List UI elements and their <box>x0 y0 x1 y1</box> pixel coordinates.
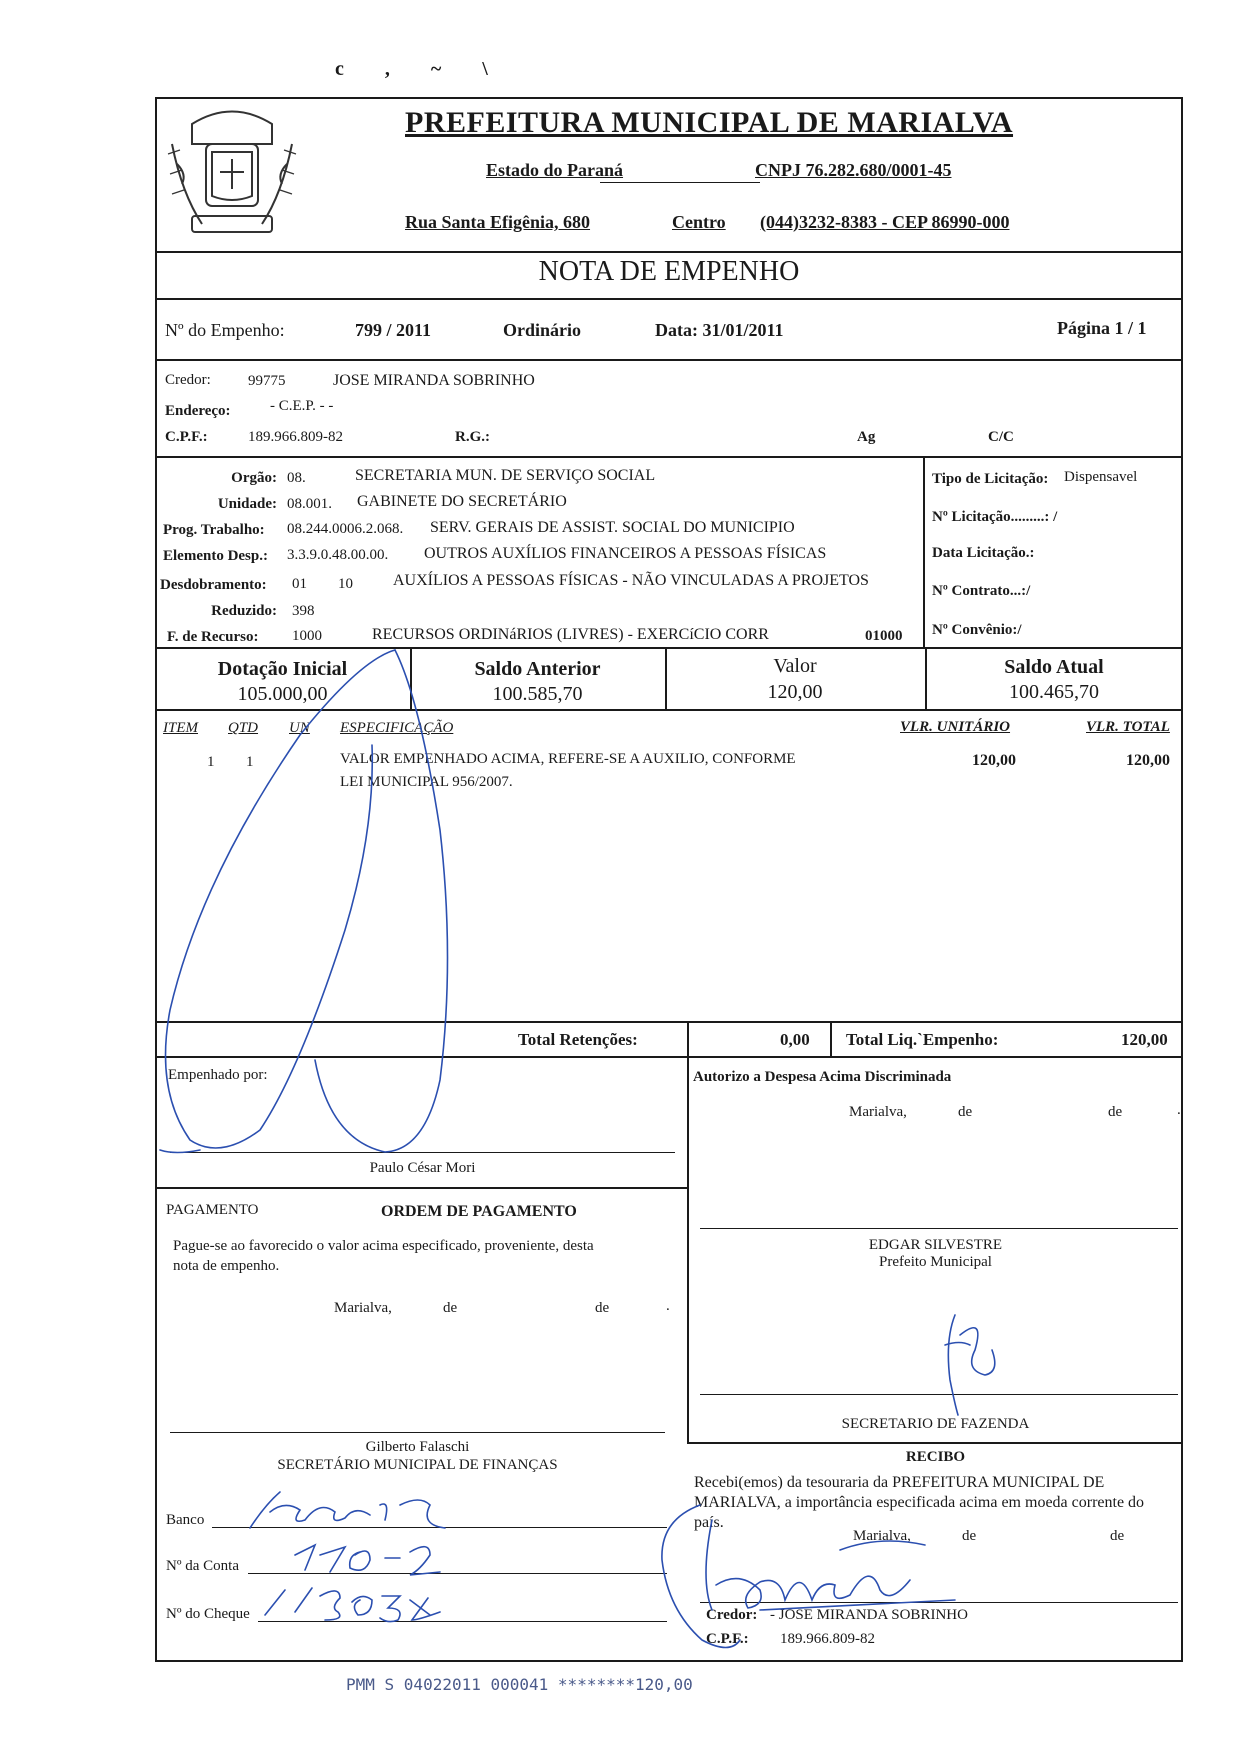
ordem-label: ORDEM DE PAGAMENTO <box>381 1203 577 1220</box>
header-address: Rua Santa Efigênia, 680 <box>405 212 591 232</box>
col-total: VLR. TOTAL <box>1086 719 1170 735</box>
item-qtd: 1 <box>246 754 254 770</box>
signature-loop <box>166 650 396 1148</box>
recibo-text3: país. <box>694 1514 724 1531</box>
header-state: Estado do Paraná <box>486 160 624 180</box>
conta-label: Nº da Conta <box>166 1558 239 1574</box>
elemento-label: Elemento Desp.: <box>163 548 268 564</box>
recibo-place: Marialva, <box>853 1528 911 1544</box>
recibo-signature <box>760 1600 955 1610</box>
rg-label: R.G.: <box>455 429 490 445</box>
recurso-desc: RECURSOS ORDINáRIOS (LIVRES) - EXERCíCIO CORR <box>372 626 769 643</box>
convenio-number: Nº Convênio:/ <box>932 622 1022 638</box>
contrato-number: Nº Contrato...:/ <box>932 583 1031 599</box>
header-cnpj: CNPJ 76.282.680/0001-45 <box>755 160 952 180</box>
signature-loop <box>315 650 448 1152</box>
autorizo-dot: . <box>1177 1102 1181 1118</box>
col-item: ITEM <box>163 720 198 736</box>
header-phone-cep: (044)3232-8383 - CEP 86990-000 <box>760 212 1010 232</box>
col-espec: ESPECIFICAÇÃO <box>340 720 454 736</box>
cheque-handwriting <box>265 1588 440 1622</box>
pagamento-de2: de <box>595 1300 610 1316</box>
address-value: - C.E.P. - - <box>270 398 334 414</box>
orgao-label: Orgão: <box>231 470 277 486</box>
page-number: Página 1 / 1 <box>1057 318 1147 338</box>
empenhado-name: Paulo César Mori <box>369 1160 476 1176</box>
banco-label: Banco <box>166 1512 205 1528</box>
cc-label: C/C <box>988 429 1014 445</box>
col-qtd: QTD <box>228 720 259 736</box>
elemento-code: 3.3.9.0.48.00.00. <box>287 547 389 563</box>
finance-secretary-role: SECRETÁRIO MUNICIPAL DE FINANÇAS <box>277 1457 558 1473</box>
valor-label: Valor <box>773 655 817 677</box>
unidade-label: Unidade: <box>217 496 277 512</box>
item-desc-line1: VALOR EMPENHADO ACIMA, REFERE-SE A AUXILIO, CONFORME <box>340 751 796 767</box>
autorizo-de1: de <box>958 1104 973 1120</box>
dotacao-label: Dotação Inicial <box>217 658 348 680</box>
col-unit: VLR. UNITÁRIO <box>900 719 1011 735</box>
prog-label: Prog. Trabalho: <box>163 522 265 538</box>
desdobramento-code1: 01 <box>292 576 307 592</box>
empenho-date: Data: 31/01/2011 <box>655 320 784 340</box>
recibo-credor-label: Credor: <box>706 1607 758 1623</box>
finance-secretary-name: Gilberto Falaschi <box>365 1439 470 1455</box>
item-total-value: 120,00 <box>1126 752 1170 769</box>
saldo-anterior-value: 100.585,70 <box>492 683 583 705</box>
pagamento-text2: nota de empenho. <box>173 1258 280 1274</box>
licitacao-data: Data Licitação.: <box>932 545 1035 561</box>
fazenda-role: SECRETARIO DE FAZENDA <box>841 1416 1030 1432</box>
liquido-value: 120,00 <box>1121 1030 1168 1049</box>
fazenda-signature <box>948 1315 958 1415</box>
orgao-code: 08. <box>287 470 306 486</box>
recibo-cpf-label: C.P.F.: <box>706 1631 749 1647</box>
mayor-role: Prefeito Municipal <box>879 1254 992 1270</box>
orgao-desc: SECRETARIA MUN. DE SERVIÇO SOCIAL <box>355 467 656 484</box>
autorizo-place: Marialva, <box>849 1104 907 1120</box>
cpf-value: 189.966.809-82 <box>248 429 343 445</box>
item-number: 1 <box>207 754 215 770</box>
item-desc-line2: LEI MUNICIPAL 956/2007. <box>340 774 513 790</box>
header-district: Centro <box>672 212 726 232</box>
recibo-text2: MARIALVA, a importância especificada acima em moeda corrente do <box>694 1494 1145 1511</box>
licitacao-tipo-label: Tipo de Licitação: <box>932 471 1049 487</box>
unidade-desc: GABINETE DO SECRETÁRIO <box>357 493 567 510</box>
header-title: PREFEITURA MUNICIPAL DE MARIALVA <box>405 106 1014 139</box>
credor-label: Credor: <box>165 372 211 388</box>
mayor-name: EDGAR SILVESTRE <box>868 1237 1003 1253</box>
pagamento-place: Marialva, <box>334 1300 392 1316</box>
empenho-type: Ordinário <box>503 320 582 340</box>
licitacao-tipo-value: Dispensavel <box>1064 469 1138 485</box>
reduzido-code: 398 <box>292 603 315 619</box>
retencoes-label: Total Retenções: <box>518 1030 638 1049</box>
empenho-number-label: Nº do Empenho: <box>165 320 285 340</box>
saldo-anterior-label: Saldo Anterior <box>474 658 601 680</box>
recurso-label: F. de Recurso: <box>167 629 259 645</box>
autorizo-label: Autorizo a Despesa Acima Discriminada <box>693 1069 952 1085</box>
recibo-title: RECIBO <box>905 1449 966 1465</box>
banco-handwriting <box>250 1492 445 1528</box>
cpf-label: C.P.F.: <box>165 429 208 445</box>
autorizo-de2: de <box>1108 1104 1123 1120</box>
address-label: Endereço: <box>165 403 231 419</box>
recibo-cpf: 189.966.809-82 <box>780 1631 875 1647</box>
valor-value: 120,00 <box>767 681 823 703</box>
footer-stamp: PMM S 04022011 000041 ********120,00 <box>346 1675 693 1694</box>
conta-handwriting <box>295 1545 440 1575</box>
signature-stroke <box>160 1150 200 1153</box>
recibo-signature <box>840 1541 925 1550</box>
recibo-de2: de <box>1110 1528 1125 1544</box>
saldo-atual-value: 100.465,70 <box>1009 681 1099 703</box>
recibo-signature <box>662 1505 740 1648</box>
saldo-atual-label: Saldo Atual <box>1004 656 1104 678</box>
cheque-label: Nº do Cheque <box>166 1606 250 1622</box>
unidade-code: 08.001. <box>287 496 332 512</box>
liquido-label: Total Liq.`Empenho: <box>846 1030 999 1049</box>
pagamento-de1: de <box>443 1300 458 1316</box>
item-unit-value: 120,00 <box>972 752 1016 769</box>
pagamento-text1: Pague-se ao favorecido o valor acima especificado, proveniente, desta <box>173 1238 594 1254</box>
document-title: NOTA DE EMPENHO <box>538 256 800 287</box>
pagamento-label: PAGAMENTO <box>166 1202 259 1218</box>
dotacao-value: 105.000,00 <box>237 683 328 705</box>
recibo-text1: Recebi(emos) da tesouraria da PREFEITURA MUNICIPAL DE <box>694 1474 1105 1491</box>
desdobramento-label: Desdobramento: <box>160 577 267 593</box>
recurso-num: 01000 <box>865 628 903 644</box>
retencoes-value: 0,00 <box>780 1030 810 1049</box>
prog-desc: SERV. GERAIS DE ASSIST. SOCIAL DO MUNICIPIO <box>430 519 795 536</box>
fazenda-signature <box>960 1328 995 1375</box>
recibo-credor-name: - JOSE MIRANDA SOBRINHO <box>770 1607 968 1623</box>
empenhado-label: Empenhado por: <box>168 1067 268 1083</box>
pagamento-dot: . <box>666 1298 670 1314</box>
recibo-signature <box>706 1520 910 1610</box>
col-un: UN <box>289 720 310 736</box>
recurso-code: 1000 <box>292 628 322 644</box>
licitacao-numero: Nº Licitação.........: / <box>932 509 1058 525</box>
reduzido-label: Reduzido: <box>211 603 277 619</box>
elemento-desc: OUTROS AUXÍLIOS FINANCEIROS A PESSOAS FÍSICAS <box>424 545 827 562</box>
prog-code: 08.244.0006.2.068. <box>287 521 404 537</box>
empenho-number: 799 / 2011 <box>355 320 432 340</box>
scan-marks: c , ~ \ <box>335 58 506 80</box>
ag-label: Ag <box>857 429 876 445</box>
credor-code: 99775 <box>248 373 286 389</box>
recibo-de1: de <box>962 1528 977 1544</box>
desdobramento-desc: AUXÍLIOS A PESSOAS FÍSICAS - NÃO VINCULADAS A PROJETOS <box>393 572 869 589</box>
credor-name: JOSE MIRANDA SOBRINHO <box>333 372 535 389</box>
desdobramento-code2: 10 <box>338 576 353 592</box>
